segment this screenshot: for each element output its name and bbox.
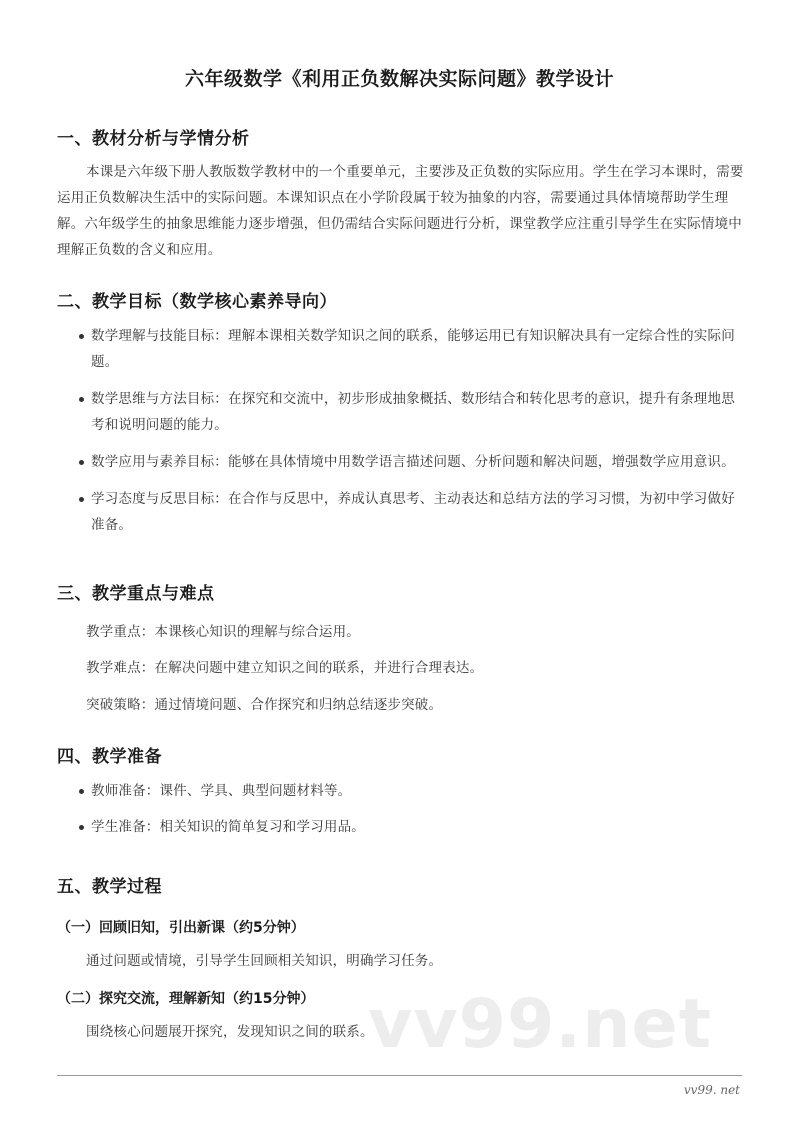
section-heading-objectives: 二、教学目标（数学核心素养导向） bbox=[57, 292, 337, 312]
section-heading-process: 五、教学过程 bbox=[57, 877, 162, 897]
list-item-text: 学习态度与反思目标：在合作与反思中，养成认真思考、主动表达和总结方法的学习习惯，为初中学习做好准备。 bbox=[91, 491, 735, 533]
strategy-line: 突破策略：通过情境问题、合作探究和归纳总结逐步突破。 bbox=[86, 697, 443, 713]
list-item bbox=[57, 449, 747, 475]
list-item-text: 数学理解与技能目标：理解本课相关数学知识之间的联系，能够运用已有知识解决具有一定综合性的实际问题。 bbox=[91, 328, 735, 370]
section-heading-analysis: 一、教材分析与学情分析 bbox=[57, 129, 250, 149]
bullet-icon bbox=[79, 334, 84, 339]
footer-divider bbox=[57, 1075, 742, 1076]
list-item-text: 教师准备：课件、学具、典型问题材料等。 bbox=[91, 783, 352, 799]
bullet-icon bbox=[79, 397, 84, 402]
subsection-heading-review: （一）回顾旧知，引出新课（约5分钟） bbox=[57, 920, 305, 936]
bullet-icon bbox=[79, 497, 84, 502]
list-item bbox=[57, 778, 747, 804]
preparation-list bbox=[57, 778, 747, 840]
list-item-text: 学生准备：相关知识的简单复习和学习用品。 bbox=[91, 819, 365, 835]
watermark: vv99.net bbox=[368, 985, 713, 1064]
list-item bbox=[57, 486, 747, 538]
bullet-icon bbox=[79, 789, 84, 794]
subsection-heading-explore: （二）探究交流，理解新知（约15分钟） bbox=[57, 991, 315, 1007]
bullet-icon bbox=[79, 825, 84, 830]
subsection-text-explore: 围绕核心问题展开探究，发现知识之间的联系。 bbox=[86, 1024, 374, 1040]
list-item bbox=[57, 323, 747, 375]
list-item bbox=[57, 386, 747, 438]
list-item-text: 数学思维与方法目标：在探究和交流中，初步形成抽象概括、数形结合和转化思考的意识，提升有条理地思考和说明问题的能力。 bbox=[91, 391, 735, 433]
section-heading-key-points: 三、教学重点与难点 bbox=[57, 584, 215, 604]
difficulty-line: 教学难点：在解决问题中建立知识之间的联系，并进行合理表达。 bbox=[86, 660, 484, 676]
section-paragraph-analysis: 本课是六年级下册人教版数学教材中的一个重要单元，主要涉及正负数的实际应用。学生在学习本课时，需要运用正负数解决生活中的实际问题。本课知识点在小学阶段属于较为抽象的内容，需要通过具体情境帮助学生理解。六年级学生的抽象思维能力逐步增强，但仍需结合实际问题进行分析，课堂教学应注重引导学生在实际情境中理解正负数的含义和应用。 bbox=[57, 164, 744, 258]
bullet-icon bbox=[79, 460, 84, 465]
subsection-text-review: 通过问题或情境，引导学生回顾相关知识，明确学习任务。 bbox=[86, 953, 443, 969]
document-title: 六年级数学《利用正负数解决实际问题》教学设计 bbox=[184, 68, 614, 90]
footer-site-label: vv99. net bbox=[683, 1083, 740, 1097]
list-item-text: 数学应用与素养目标：能够在具体情境中用数学语言描述问题、分析问题和解决问题，增强数学应用意识。 bbox=[91, 454, 735, 470]
list-item bbox=[57, 814, 747, 840]
key-point-line: 教学重点：本课核心知识的理解与综合运用。 bbox=[86, 624, 360, 640]
section-heading-preparation: 四、教学准备 bbox=[57, 747, 162, 767]
objectives-list bbox=[57, 323, 747, 538]
